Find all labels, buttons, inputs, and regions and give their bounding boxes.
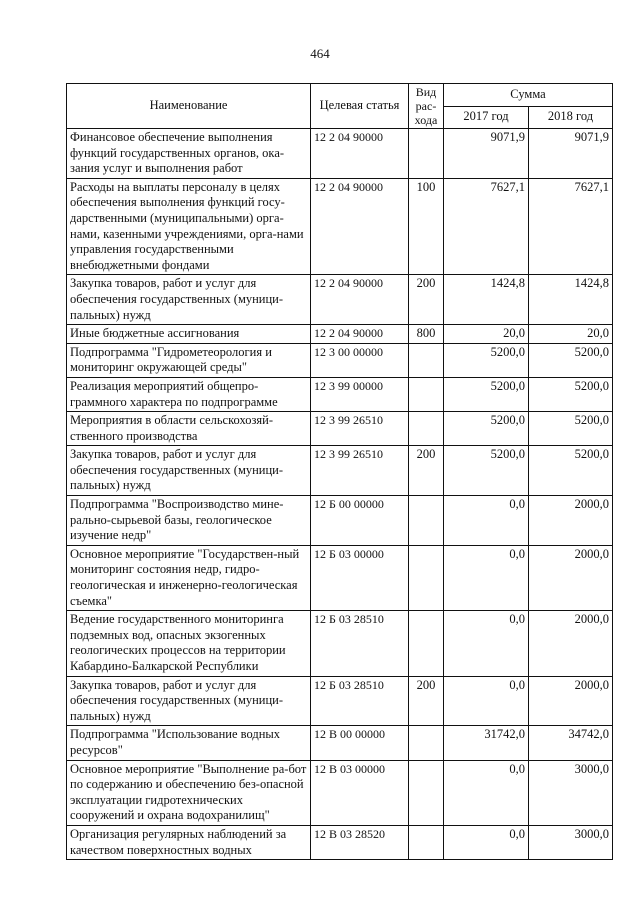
row-sum-2018-cell: 7627,1 [529, 178, 613, 275]
row-name-cell: Подпрограмма "Использование водных ресурсов" [67, 726, 311, 760]
row-sum-2017-cell: 20,0 [444, 325, 529, 344]
table-row [67, 343, 613, 377]
table-row [67, 496, 613, 546]
row-code-cell: 12 Б 03 28510 [311, 611, 409, 676]
row-name-cell: Закупка товаров, работ и услуг для обеспечения государственных (муници-пальных) нужд [67, 275, 311, 325]
row-sum-2018-cell: 5200,0 [529, 343, 613, 377]
row-code-cell: 12 В 00 00000 [311, 726, 409, 760]
header-expense-type: Вид рас-хода [409, 84, 444, 129]
row-code-cell: 12 Б 03 00000 [311, 545, 409, 610]
row-expense-type-cell: 200 [409, 275, 444, 325]
row-sum-2018-cell: 1424,8 [529, 275, 613, 325]
row-expense-type-cell [409, 129, 444, 179]
row-sum-2017-cell: 0,0 [444, 496, 529, 546]
row-name-cell: Закупка товаров, работ и услуг для обеспечения государственных (муници-пальных) нужд [67, 676, 311, 726]
row-name-cell: Расходы на выплаты персоналу в целях обеспечения выполнения функций госу-дарственными (муниципальными) орга-нами, казенными учреждениями, орга-нами управления государственными внебюджетными фондами [67, 178, 311, 275]
row-expense-type-cell [409, 726, 444, 760]
table-row [67, 377, 613, 411]
table-row [67, 676, 613, 726]
row-expense-type-cell [409, 343, 444, 377]
row-name-cell: Подпрограмма "Воспроизводство мине-рально-сырьевой базы, геологическое изучение недр" [67, 496, 311, 546]
row-code-cell: 12 2 04 90000 [311, 129, 409, 179]
table-row [67, 325, 613, 344]
header-year-2017: 2017 год [444, 106, 529, 129]
row-sum-2017-cell: 5200,0 [444, 377, 529, 411]
row-sum-2018-cell: 3000,0 [529, 825, 613, 859]
row-name-cell: Подпрограмма "Гидрометеорология и мониторинг окружающей среды" [67, 343, 311, 377]
row-name-cell: Основное мероприятие "Выполнение ра-бот по содержанию и обеспечению без-опасной эксплуатации гидротехнических сооружений и охрана водохранилищ" [67, 760, 311, 825]
row-sum-2018-cell: 2000,0 [529, 611, 613, 676]
row-name-cell: Мероприятия в области сельскохозяй-ственного производства [67, 412, 311, 446]
row-sum-2018-cell: 5200,0 [529, 412, 613, 446]
row-sum-2017-cell: 0,0 [444, 611, 529, 676]
header-year-2018: 2018 год [529, 106, 613, 129]
table-row [67, 412, 613, 446]
row-sum-2017-cell: 5200,0 [444, 446, 529, 496]
row-sum-2017-cell: 0,0 [444, 545, 529, 610]
row-expense-type-cell: 200 [409, 446, 444, 496]
header-target-article: Целевая статья [311, 84, 409, 129]
row-sum-2018-cell: 9071,9 [529, 129, 613, 179]
row-code-cell: 12 Б 03 28510 [311, 676, 409, 726]
row-sum-2018-cell: 20,0 [529, 325, 613, 344]
row-name-cell: Финансовое обеспечение выполнения функций государственных органов, ока-зания услуг и выполнения работ [67, 129, 311, 179]
row-sum-2018-cell: 2000,0 [529, 496, 613, 546]
row-sum-2018-cell: 2000,0 [529, 676, 613, 726]
row-code-cell: 12 2 04 90000 [311, 325, 409, 344]
row-expense-type-cell [409, 377, 444, 411]
table-row [67, 545, 613, 610]
row-code-cell: 12 3 00 00000 [311, 343, 409, 377]
row-code-cell: 12 2 04 90000 [311, 275, 409, 325]
row-name-cell: Реализация мероприятий общепро-граммного характера по подпрограмме [67, 377, 311, 411]
row-expense-type-cell [409, 545, 444, 610]
row-name-cell: Основное мероприятие "Государствен-ный мониторинг состояния недр, гидро-геологическая и инженерно-геологическая съемка" [67, 545, 311, 610]
row-sum-2017-cell: 7627,1 [444, 178, 529, 275]
row-code-cell: 12 В 03 00000 [311, 760, 409, 825]
row-sum-2017-cell: 5200,0 [444, 412, 529, 446]
table-row [67, 275, 613, 325]
row-code-cell: 12 В 03 28520 [311, 825, 409, 859]
table-row [67, 760, 613, 825]
row-name-cell: Организация регулярных наблюдений за качеством поверхностных водных [67, 825, 311, 859]
row-expense-type-cell: 200 [409, 676, 444, 726]
row-code-cell: 12 3 99 26510 [311, 412, 409, 446]
row-code-cell: 12 3 99 26510 [311, 446, 409, 496]
row-name-cell: Ведение государственного мониторинга подземных вод, опасных экзогенных геологических процессов на территории Кабардино-Балкарской Республики [67, 611, 311, 676]
row-expense-type-cell [409, 825, 444, 859]
row-sum-2018-cell: 5200,0 [529, 377, 613, 411]
row-expense-type-cell [409, 412, 444, 446]
row-sum-2017-cell: 5200,0 [444, 343, 529, 377]
table-row [67, 178, 613, 275]
row-sum-2017-cell: 31742,0 [444, 726, 529, 760]
table-row [67, 129, 613, 179]
table-row [67, 611, 613, 676]
row-sum-2018-cell: 3000,0 [529, 760, 613, 825]
table-row [67, 726, 613, 760]
row-sum-2017-cell: 0,0 [444, 676, 529, 726]
row-sum-2017-cell: 1424,8 [444, 275, 529, 325]
row-expense-type-cell [409, 760, 444, 825]
row-code-cell: 12 Б 00 00000 [311, 496, 409, 546]
row-expense-type-cell: 100 [409, 178, 444, 275]
header-sum: Сумма [444, 84, 613, 107]
row-code-cell: 12 2 04 90000 [311, 178, 409, 275]
page-number: 464 [310, 46, 330, 61]
row-sum-2018-cell: 5200,0 [529, 446, 613, 496]
row-name-cell: Иные бюджетные ассигнования [67, 325, 311, 344]
table-row [67, 446, 613, 496]
row-expense-type-cell [409, 496, 444, 546]
row-expense-type-cell: 800 [409, 325, 444, 344]
row-sum-2018-cell: 2000,0 [529, 545, 613, 610]
row-sum-2017-cell: 9071,9 [444, 129, 529, 179]
header-name: Наименование [67, 84, 311, 129]
table-row [67, 825, 613, 859]
row-sum-2018-cell: 34742,0 [529, 726, 613, 760]
row-expense-type-cell [409, 611, 444, 676]
row-code-cell: 12 3 99 00000 [311, 377, 409, 411]
row-sum-2017-cell: 0,0 [444, 760, 529, 825]
budget-table [66, 83, 613, 860]
row-sum-2017-cell: 0,0 [444, 825, 529, 859]
table-body [67, 129, 613, 860]
row-name-cell: Закупка товаров, работ и услуг для обеспечения государственных (муници-пальных) нужд [67, 446, 311, 496]
